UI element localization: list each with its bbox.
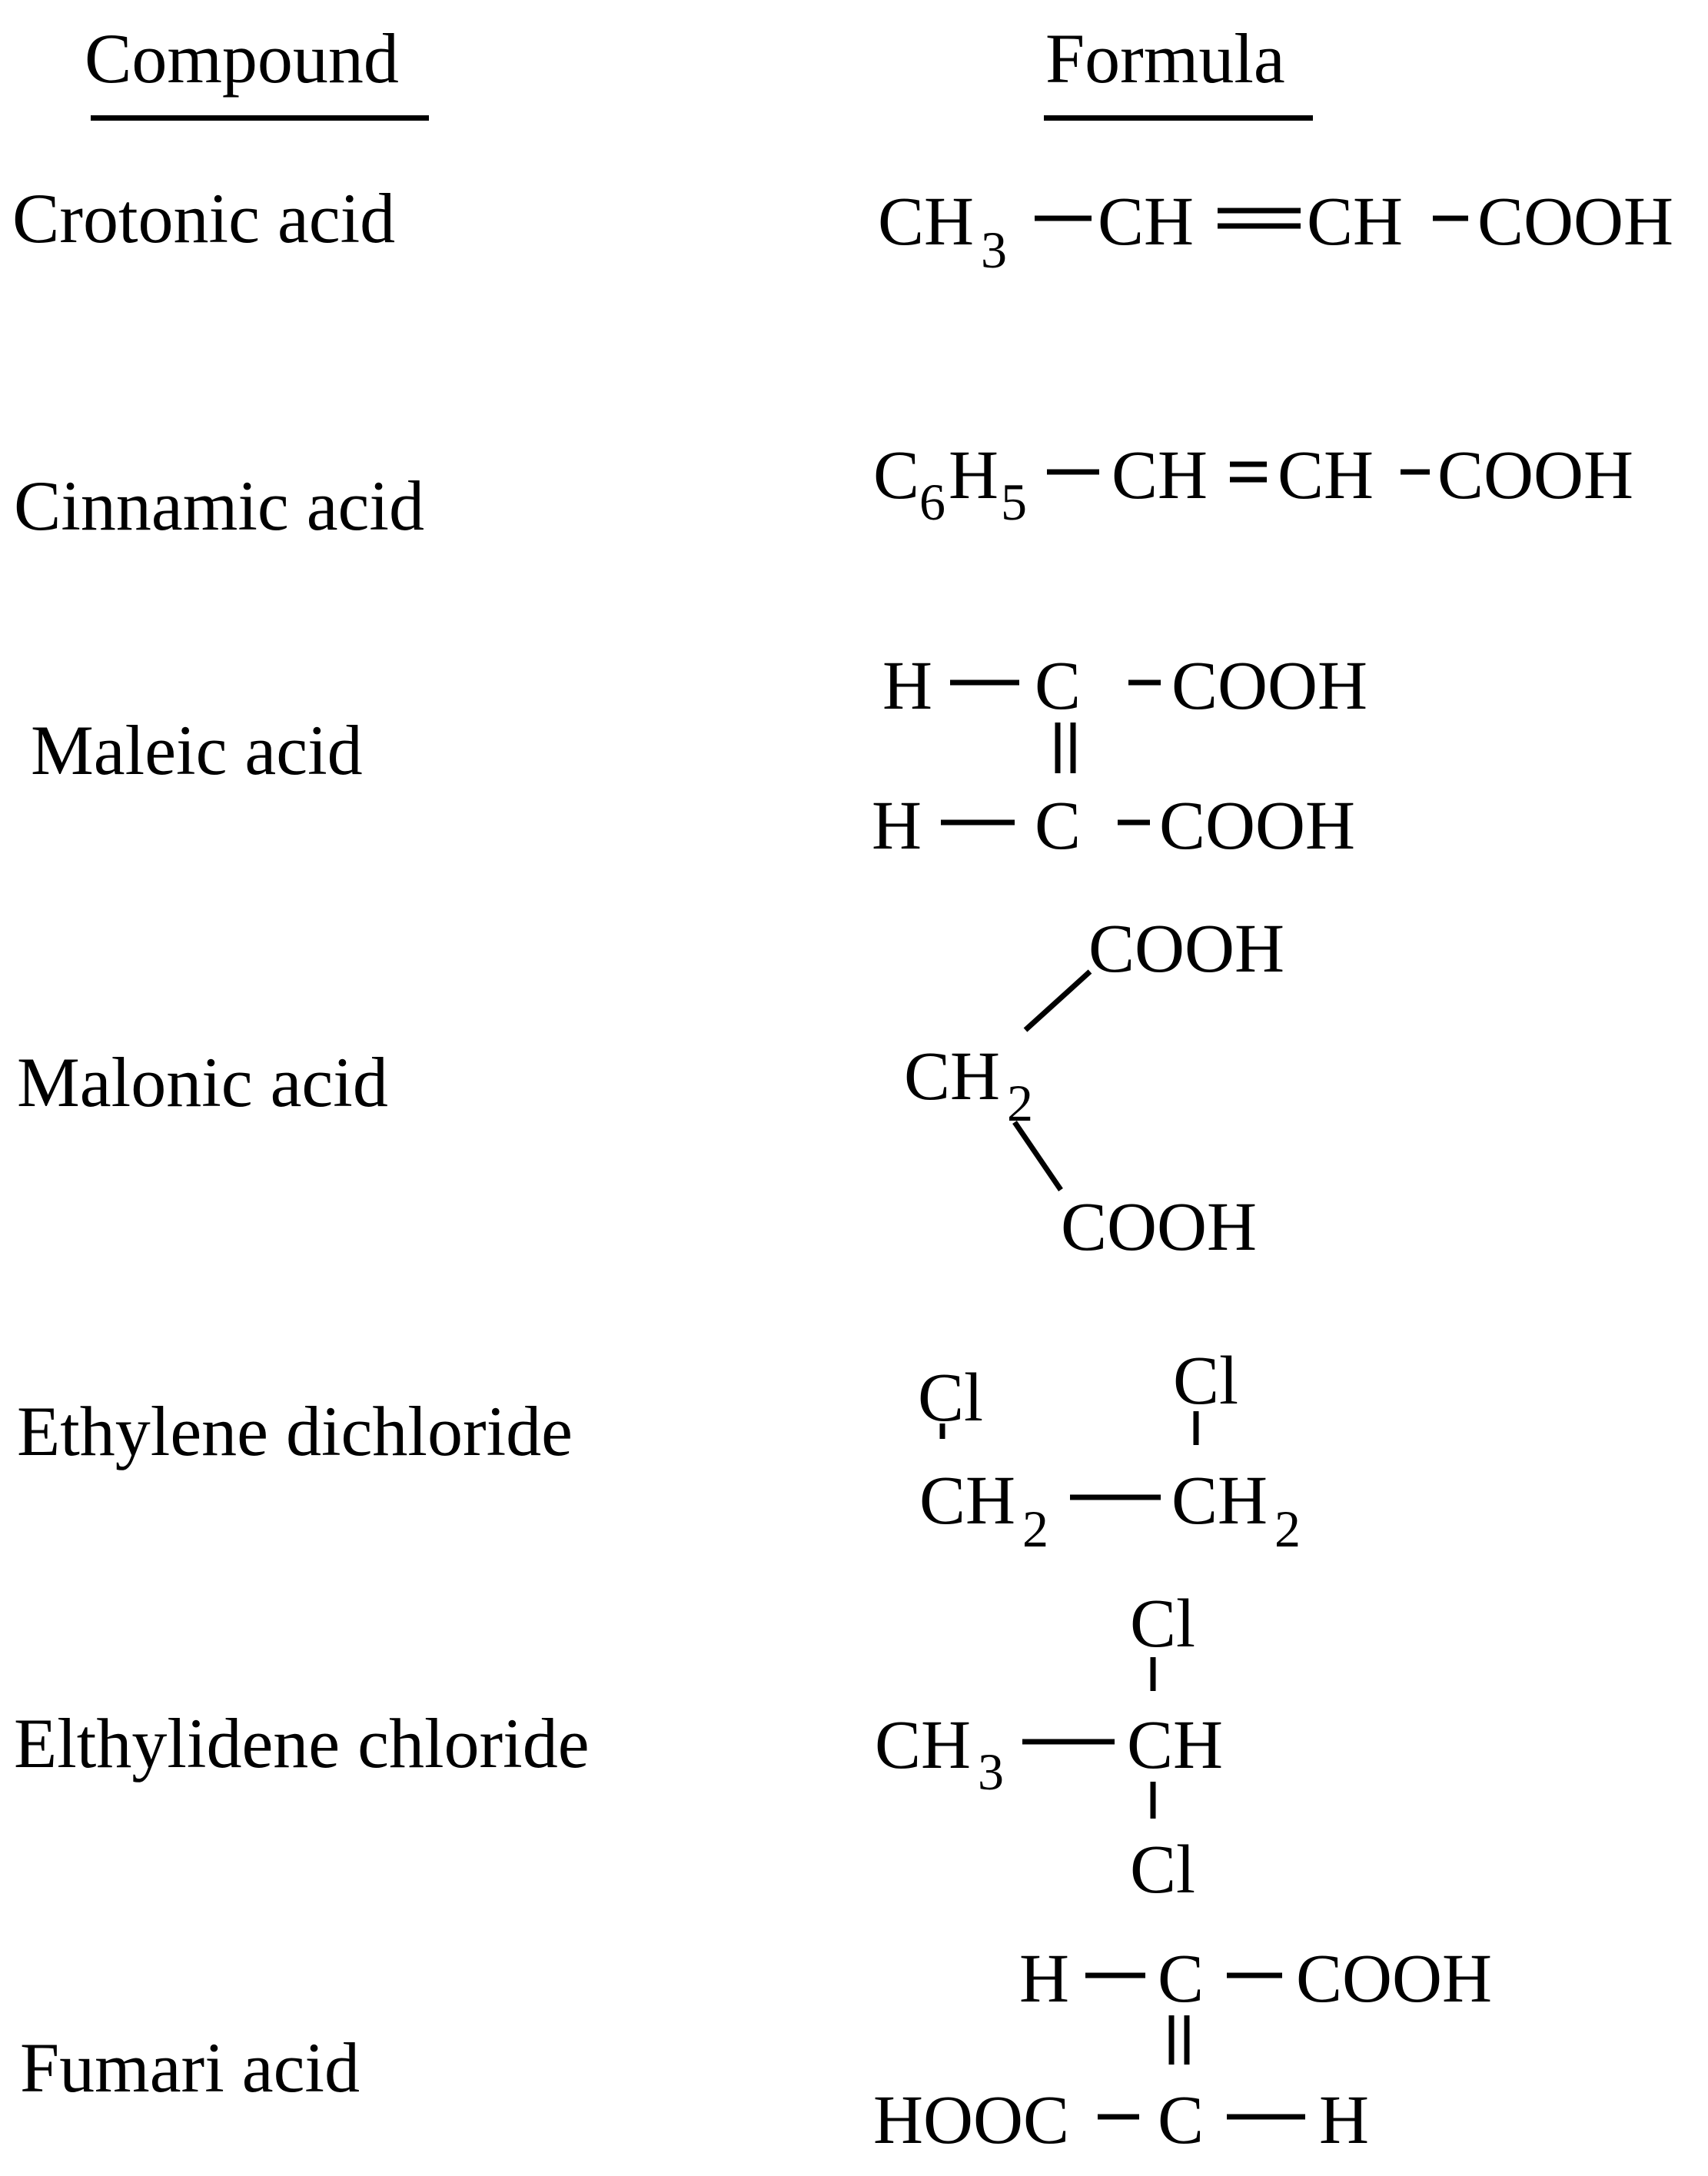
compound-name-elthylidene-chloride: Elthylidene chloride — [14, 1704, 590, 1782]
malonic-cooh-top: COOH — [1088, 911, 1285, 987]
cinnamic-c: C — [873, 437, 920, 513]
formula-maleic-acid — [872, 648, 1367, 864]
compound-name-malonic-acid: Malonic acid — [17, 1043, 388, 1121]
ethylidene-cl-top: Cl — [1130, 1586, 1196, 1662]
compound-name-crotonic-acid: Crotonic acid — [12, 179, 396, 257]
maleic-cooh-bottom: COOH — [1159, 788, 1356, 864]
cinnamic-cooh: COOH — [1437, 437, 1634, 513]
formula-ethylene-dichloride — [918, 1343, 1301, 1558]
fumaric-cooh-top: COOH — [1296, 1941, 1493, 2017]
ethylene-ch2-left-subscript: 2 — [1022, 1500, 1048, 1558]
cinnamic-h: H — [949, 437, 999, 513]
fumaric-h-bottom: H — [1319, 2082, 1369, 2158]
compound-name-ethylene-dichloride: Ethylene dichloride — [17, 1392, 573, 1470]
maleic-h-top: H — [882, 648, 932, 724]
maleic-c-bottom: C — [1035, 788, 1082, 864]
maleic-c-top: C — [1035, 648, 1082, 724]
ethylene-ch2-left: CH — [919, 1463, 1016, 1539]
crotonic-ch-b: CH — [1307, 184, 1404, 260]
ethylidene-cl-bottom: Cl — [1130, 1832, 1196, 1908]
formula-cinnamic-acid — [873, 437, 1633, 531]
crotonic-ch3-subscript: 3 — [981, 221, 1007, 279]
compound-name-cinnamic-acid: Cinnamic acid — [14, 467, 424, 545]
compound-name-fumari-acid: Fumari acid — [20, 2028, 360, 2107]
ethylene-cl-left: Cl — [918, 1360, 984, 1436]
formula-fumaric-acid — [873, 1941, 1492, 2158]
compound-header: Compound — [85, 19, 399, 98]
ethylidene-ch3-subscript: 3 — [978, 1742, 1004, 1801]
maleic-h-bottom: H — [872, 788, 922, 864]
fumaric-h-top: H — [1019, 1941, 1069, 2017]
cinnamic-c-subscript: 6 — [919, 473, 945, 531]
cinnamic-ch-a: CH — [1112, 437, 1208, 513]
fumaric-c-top: C — [1158, 1941, 1205, 2017]
maleic-cooh-top: COOH — [1171, 648, 1368, 724]
malonic-ch2-subscript: 2 — [1007, 1074, 1033, 1132]
fumaric-hooc-bottom: HOOC — [873, 2082, 1070, 2158]
compound-name-maleic-acid: Maleic acid — [31, 711, 363, 789]
ethylidene-ch3: CH — [875, 1707, 972, 1783]
fumaric-c-bottom: C — [1158, 2082, 1205, 2158]
ethylene-cl-right: Cl — [1173, 1343, 1239, 1419]
cinnamic-h-subscript: 5 — [1001, 473, 1027, 531]
cinnamic-ch-b: CH — [1278, 437, 1374, 513]
ethylene-ch2-right: CH — [1171, 1463, 1268, 1539]
malonic-bond-bottom — [1015, 1122, 1061, 1190]
malonic-ch2: CH — [904, 1038, 1001, 1115]
formula-header: Formula — [1045, 19, 1285, 98]
crotonic-ch-a: CH — [1098, 184, 1195, 260]
ethylidene-ch: CH — [1127, 1707, 1224, 1783]
formula-ethylidene-chloride — [875, 1586, 1223, 1908]
crotonic-ch3: CH — [878, 184, 975, 260]
ethylene-ch2-right-subscript: 2 — [1274, 1500, 1301, 1558]
formula-malonic-acid — [904, 911, 1284, 1265]
formula-crotonic-acid — [878, 184, 1673, 279]
malonic-bond-top — [1025, 972, 1090, 1030]
malonic-cooh-bottom: COOH — [1061, 1189, 1258, 1265]
crotonic-cooh: COOH — [1477, 184, 1674, 260]
